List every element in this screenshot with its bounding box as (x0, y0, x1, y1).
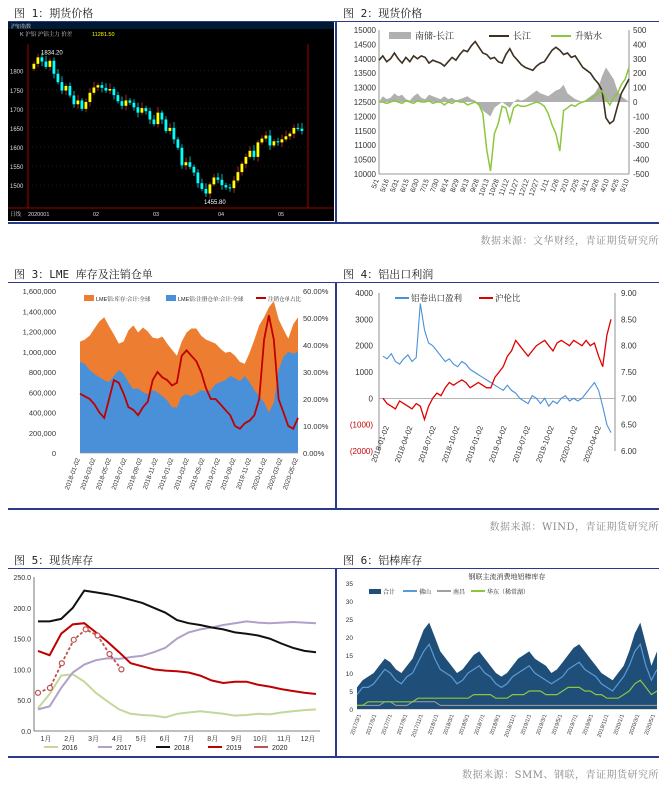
x-tick-label: 2018/11/1 (503, 713, 518, 739)
candle (161, 113, 164, 120)
x-tick-label: 5/1 (370, 178, 381, 190)
candle (89, 93, 92, 102)
y-tick-label: 1600 (10, 145, 24, 152)
x-tick-label: 4/25 (609, 178, 621, 194)
x-tick-label: 2020/1/1 (612, 713, 626, 736)
fig2-title: 图 2：现货价格 (343, 7, 423, 20)
x-tick-label: 2月 (64, 736, 76, 743)
y-right-tick-label: 300 (633, 54, 647, 64)
candle (193, 167, 196, 173)
y-tick-label: 150.0 (13, 636, 31, 644)
x-tick-label: 12/27 (528, 178, 541, 198)
candle (117, 95, 120, 101)
y-tick-label: 13000 (353, 83, 376, 93)
y-tick-label: 12000 (353, 112, 376, 122)
y-tick-label: 1800 (10, 69, 24, 76)
candle (49, 61, 52, 67)
fig5-title: 图 5：现货库存 (14, 554, 94, 567)
x-tick-label: 2018-09-02 (126, 457, 145, 491)
candle (241, 164, 244, 172)
legend-label: 2018 (174, 745, 190, 752)
fig6-rod-stock-chart (339, 569, 661, 755)
x-tick-label: 2019-07-02 (510, 424, 533, 464)
source-note: 数据来源：文华财经，青证期货研究所 (480, 236, 659, 247)
x-tick-label: 11月 (277, 736, 292, 743)
candle (217, 177, 220, 179)
x-tick-label: 11/27 (508, 178, 521, 197)
y-tick-label: 200,000 (28, 428, 56, 438)
candle (269, 136, 272, 146)
y-tick-label: 0.0 (21, 729, 31, 736)
fig1-candlestick-chart (8, 22, 334, 221)
legend-label: 南储-长江 (415, 31, 454, 41)
candle (61, 82, 64, 90)
x-tick-label: 2019-11-02 (235, 457, 254, 491)
y-tick-label: 25 (345, 617, 353, 624)
x-tick-label: 2019/7/1 (566, 713, 580, 736)
series-line-2018 (38, 591, 316, 653)
candle (45, 62, 48, 67)
x-tick-label: 2018/1/1 (427, 713, 441, 736)
x-tick-label: 5/10 (619, 178, 631, 194)
divider (335, 568, 337, 757)
candle (157, 113, 160, 124)
y-tick-label: 15 (345, 653, 353, 660)
candle (101, 85, 104, 88)
candle (69, 86, 72, 96)
x-tick-label: 2019/1/1 (520, 713, 534, 736)
x-tick-label: 2017/11/1 (410, 713, 425, 739)
x-tick-label: 2/10 (559, 178, 571, 194)
y-tick-label: 14500 (353, 40, 376, 50)
legend-label: 2019 (226, 745, 242, 752)
y-tick-label: 14000 (353, 54, 376, 64)
x-tick-label: 2019/3/1 (535, 713, 549, 736)
candle (237, 172, 240, 180)
candle (273, 141, 276, 145)
candle (57, 74, 60, 82)
candle (153, 120, 156, 125)
candle (149, 111, 152, 119)
y-tick-label: 0 (51, 449, 56, 458)
candle (129, 100, 132, 102)
legend-swatch (84, 295, 94, 301)
y-right-tick-label: 8.50 (621, 315, 637, 325)
x-tick-label: 02 (93, 212, 100, 218)
legend-label: 合计 (383, 590, 396, 596)
fig4-title: 图 4：铝出口利润 (343, 268, 434, 281)
x-tick-label: 10月 (253, 736, 268, 743)
x-tick-label: 2019/5/1 (551, 713, 565, 736)
y-tick-label: 1650 (10, 126, 24, 133)
candle (213, 177, 216, 184)
y-right-tick-label: 7.00 (621, 394, 637, 404)
x-tick-label: 5/31 (389, 178, 401, 194)
annotation-low: 1455.80 (204, 199, 226, 206)
y-tick-label: 1,000,000 (22, 347, 56, 357)
candle (185, 162, 188, 165)
x-tick-label: 2018-05-02 (95, 457, 114, 491)
y-right-tick-label: -200 (633, 126, 650, 136)
y-right-tick-label: 6.00 (621, 447, 637, 456)
series-line-shfe-lme-ratio (383, 319, 611, 419)
candle (261, 139, 264, 143)
x-tick-label: 2018-11-02 (141, 457, 160, 491)
x-tick-label: 2018-07-02 (110, 457, 129, 491)
series-line-2019 (38, 623, 316, 694)
y-right-tick-label: 20.00% (303, 395, 329, 404)
y-right-tick-label: 6.50 (621, 420, 637, 430)
candle (229, 187, 232, 188)
x-tick-label: 2019/9/1 (582, 713, 595, 736)
chart-header-code: K 沪铝 沪铝主力 价差 (20, 32, 73, 38)
y-tick-label: 1700 (10, 107, 24, 114)
x-tick-label: 3/26 (589, 178, 601, 194)
x-tick-label: 2018-01-02 (369, 424, 391, 464)
x-tick-label: 2018-04-02 (392, 424, 415, 464)
y-right-tick-label: -400 (633, 155, 650, 165)
x-tick-label: 03 (153, 212, 160, 218)
candle (105, 88, 108, 91)
x-tick-label: 11/12 (498, 178, 511, 197)
y-right-tick-label: 60.00% (303, 287, 329, 296)
x-tick-label: 2020/5/1 (643, 713, 657, 736)
y-tick-label: (2000) (349, 447, 373, 456)
candle (165, 120, 168, 131)
legend-label: 沪伦比 (495, 293, 521, 303)
candle (205, 189, 208, 194)
candle (285, 136, 288, 139)
chart-inner-title: 钢联主流消费地铝棒库存 (468, 574, 546, 581)
x-tick-label: 2019-03-02 (172, 457, 191, 491)
series-marker-2020 (36, 690, 41, 695)
x-tick-label: 2018/9/1 (489, 713, 503, 736)
x-tick-label: 2018-01-02 (63, 457, 82, 491)
x-tick-label: 6月 (159, 736, 171, 743)
candle (225, 185, 228, 187)
candle (181, 148, 184, 166)
candle (125, 100, 128, 105)
y-right-tick-label: 500 (633, 26, 647, 35)
x-tick-label: 8月 (207, 736, 219, 743)
x-tick-label: 2017/3/1 (349, 713, 363, 736)
candle (137, 107, 140, 112)
candle (293, 128, 296, 134)
y-tick-label: 1,600,000 (22, 287, 56, 296)
x-tick-label: 8/29 (449, 178, 461, 194)
x-tick-label: 9/13 (459, 178, 471, 194)
x-tick-label: 2019-04-02 (487, 424, 509, 464)
footer-rule (8, 222, 659, 224)
y-tick-label: 1550 (10, 165, 24, 172)
legend-label: 升贴水 (575, 31, 603, 41)
y-tick-label: 3000 (355, 315, 373, 325)
candle (81, 100, 84, 108)
y-tick-label: 10000 (353, 170, 376, 179)
candle (141, 108, 144, 113)
candle (121, 101, 124, 106)
candle (277, 141, 280, 142)
candle (145, 108, 148, 111)
x-tick-label: 2017/7/1 (380, 713, 394, 736)
y-tick-label: 10500 (353, 155, 376, 165)
x-tick-label: 04 (218, 212, 225, 218)
series-marker-2020 (59, 661, 64, 666)
candle (65, 86, 68, 91)
legend-label: 2020 (272, 745, 288, 752)
x-tick-label: 2018-07-02 (416, 424, 438, 464)
y-tick-label: 800,000 (28, 368, 56, 377)
x-tick-label: 2019/11/1 (596, 713, 611, 739)
y-right-tick-label: 40.00% (303, 341, 329, 350)
y-right-tick-label: 200 (633, 69, 647, 79)
candle (97, 85, 100, 87)
x-tick-label: 12月 (300, 736, 316, 743)
candle (189, 162, 192, 167)
x-tick-label: 4/10 (599, 178, 611, 194)
x-tick-label: 2020-01-02 (250, 457, 269, 491)
x-tick-label: 2019-01-02 (157, 457, 176, 491)
divider (335, 282, 337, 509)
fig3-lme-stock-chart (8, 283, 334, 507)
series-line-2020 (38, 629, 121, 692)
y-tick-label: 35 (345, 581, 353, 588)
y-tick-label: 20 (345, 635, 353, 642)
y-tick-label: 200.0 (13, 605, 31, 613)
candle (53, 61, 56, 74)
x-tick-label: 12/12 (518, 178, 531, 198)
series-line-2017 (38, 621, 316, 709)
candle (265, 136, 268, 139)
x-tick-label: 8/14 (439, 178, 451, 194)
x-tick-label: 7月 (183, 736, 195, 743)
x-tick-label: 5月 (135, 736, 147, 743)
y-right-tick-label: -100 (633, 112, 650, 122)
candle (249, 151, 252, 157)
candle (209, 184, 212, 193)
fig6-title: 图 6：铝棒库存 (343, 554, 423, 567)
y-right-tick-label: 30.00% (303, 368, 329, 377)
y-tick-label: 5 (349, 689, 353, 696)
x-tick-label: 6/15 (399, 178, 411, 194)
candle (233, 181, 236, 189)
y-tick-label: 0 (349, 707, 353, 714)
x-tick-label: 4月 (111, 736, 123, 743)
x-tick-label: 7/15 (419, 178, 431, 194)
candle (37, 57, 40, 63)
x-tick-label: 2020-04-02 (581, 424, 603, 464)
x-tick-label: 2020-05-02 (281, 457, 300, 491)
x-tick-label: 6/30 (409, 178, 421, 194)
x-tick-label: 3/11 (579, 178, 591, 194)
legend-label: 2017 (116, 745, 132, 752)
y-right-tick-label: 0 (633, 98, 638, 107)
chart-header-label: 沪铝指数 (11, 24, 32, 30)
fig5-spot-stock-chart (8, 569, 334, 755)
candle (257, 142, 260, 156)
y-right-tick-label: 7.50 (621, 368, 637, 377)
fig4-export-profit-chart (339, 283, 661, 507)
candle (33, 64, 36, 69)
x-tick-label: 日线 (10, 212, 22, 218)
series-line-export-profit (383, 304, 611, 433)
y-tick-label: 1750 (10, 88, 24, 95)
y-tick-label: 30 (345, 599, 353, 606)
series-marker-2020 (119, 667, 124, 672)
y-right-tick-label: 10.00% (303, 422, 329, 431)
y-tick-label: 1500 (10, 184, 24, 191)
series-line-2016 (38, 674, 316, 717)
candle (253, 151, 256, 157)
x-tick-label: 2020001 (28, 212, 50, 218)
y-tick-label: 11500 (354, 126, 376, 136)
y-right-tick-label: -300 (633, 141, 650, 151)
y-tick-label: 100.0 (13, 667, 31, 675)
x-tick-label: 10/13 (478, 178, 491, 198)
legend-swatch (389, 32, 411, 39)
chart-header-bar (8, 22, 334, 29)
candle (245, 157, 248, 164)
x-tick-label: 9月 (231, 736, 243, 743)
x-tick-label: 2018/7/1 (473, 713, 487, 736)
x-tick-label: 2018-10-02 (439, 424, 462, 464)
candle (201, 183, 204, 189)
x-tick-label: 3月 (88, 736, 100, 743)
legend-label: LME铝:库存:合计:全球 (96, 297, 151, 303)
x-tick-label: 1月 (40, 736, 52, 743)
candle (77, 100, 80, 104)
legend-swatch (369, 589, 381, 594)
candle (289, 134, 292, 137)
candle (41, 57, 44, 61)
y-tick-label: 10 (345, 671, 353, 678)
candle (221, 180, 224, 185)
y-tick-label: 250.0 (13, 575, 31, 582)
x-tick-label: 2017/5/1 (365, 713, 379, 736)
x-tick-label: 05 (278, 212, 285, 218)
y-tick-label: 13500 (353, 69, 376, 79)
series-line-premium (379, 67, 629, 171)
series-marker-2020 (47, 685, 52, 690)
candle (93, 87, 96, 92)
legend-label: 长江 (513, 31, 532, 41)
x-tick-label: 2020-03-02 (266, 457, 285, 491)
candle (85, 102, 88, 109)
candle (113, 89, 116, 95)
x-tick-label: 1/26 (549, 178, 561, 194)
candle (297, 128, 300, 129)
candle (73, 95, 76, 104)
legend-label: 铝卷出口盈利 (411, 293, 463, 303)
series-marker-2020 (71, 637, 76, 642)
legend-label: 华东（稀常湖） (487, 590, 530, 596)
series-marker-2020 (83, 627, 88, 632)
y-tick-label: 12500 (353, 98, 376, 107)
candle (177, 139, 180, 147)
x-tick-label: 9/28 (469, 178, 481, 194)
candle (301, 129, 304, 131)
x-tick-label: 2019-07-02 (204, 457, 223, 491)
candle (169, 128, 172, 131)
y-right-tick-label: 9.00 (621, 289, 637, 298)
y-right-tick-label: -500 (633, 170, 650, 179)
candle (281, 139, 284, 142)
y-right-tick-label: 8.00 (621, 341, 637, 351)
y-tick-label: 11000 (354, 141, 376, 151)
x-tick-label: 2/25 (569, 178, 581, 194)
y-tick-label: 400,000 (28, 408, 56, 418)
x-tick-label: 2020-01-02 (557, 424, 580, 464)
y-tick-label: 1000 (355, 368, 373, 377)
candle (109, 89, 112, 91)
y-tick-label: (1000) (349, 420, 373, 430)
series-line-changjiang (379, 42, 629, 124)
x-tick-label: 2018-03-02 (79, 457, 98, 491)
y-tick-label: 2000 (355, 341, 373, 351)
x-tick-label: 2018/3/1 (442, 713, 456, 736)
legend-label: 2016 (62, 745, 78, 752)
x-tick-label: 2019-10-02 (534, 424, 556, 464)
legend-label: 佛山 (419, 590, 432, 596)
y-right-tick-label: 400 (633, 40, 647, 50)
legend-swatch (166, 295, 176, 301)
annotation-high: 1834.20 (41, 50, 63, 57)
x-tick-label: 2019-05-02 (188, 457, 207, 491)
candle (133, 103, 136, 108)
footer-rule (8, 756, 659, 758)
series-marker-2020 (107, 652, 112, 657)
y-tick-label: 1,200,000 (22, 327, 56, 337)
candle (173, 128, 176, 139)
x-tick-label: 2019-01-02 (463, 424, 486, 464)
candle (197, 173, 200, 184)
y-right-tick-label: 0.00% (303, 449, 325, 458)
fig2-spot-price-chart (339, 22, 661, 221)
footer-rule (8, 508, 659, 510)
y-tick-label: 4000 (355, 289, 373, 298)
fig1-title: 图 1：期货价格 (14, 7, 94, 20)
legend-label: 南昌 (453, 590, 466, 596)
fig3-title: 图 3：LME 库存及注销仓单 (14, 268, 153, 281)
y-tick-label: 1,400,000 (22, 307, 56, 317)
divider (335, 21, 337, 223)
y-tick-label: 0 (368, 394, 373, 404)
chart-header-value: 11281.50 (92, 32, 115, 38)
x-tick-label: 10/28 (488, 178, 501, 198)
source-note: 数据来源：SMM、钢联，青证期货研究所 (462, 770, 659, 781)
x-tick-label: 2019-09-02 (219, 457, 238, 491)
series-marker-2020 (95, 633, 100, 638)
series-area-total (357, 623, 657, 709)
y-tick-label: 15000 (353, 26, 376, 35)
x-tick-label: 2018/5/1 (458, 713, 472, 736)
legend-label: 注销仓单占比 (268, 297, 302, 303)
x-tick-label: 2020/3/1 (628, 713, 642, 736)
x-tick-label: 7/30 (429, 178, 441, 194)
y-right-tick-label: 100 (633, 83, 647, 93)
legend-label: LME铝:注册仓单:合计:全球 (178, 297, 244, 303)
y-tick-label: 600,000 (28, 388, 56, 398)
x-tick-label: 2017/9/1 (396, 713, 410, 736)
x-tick-label: 1/11 (539, 178, 551, 194)
source-note: 数据来源：WIND，青证期货研究所 (489, 522, 659, 533)
x-tick-label: 5/16 (379, 178, 391, 194)
y-tick-label: 50.0 (17, 698, 31, 706)
y-right-tick-label: 50.00% (303, 314, 329, 323)
